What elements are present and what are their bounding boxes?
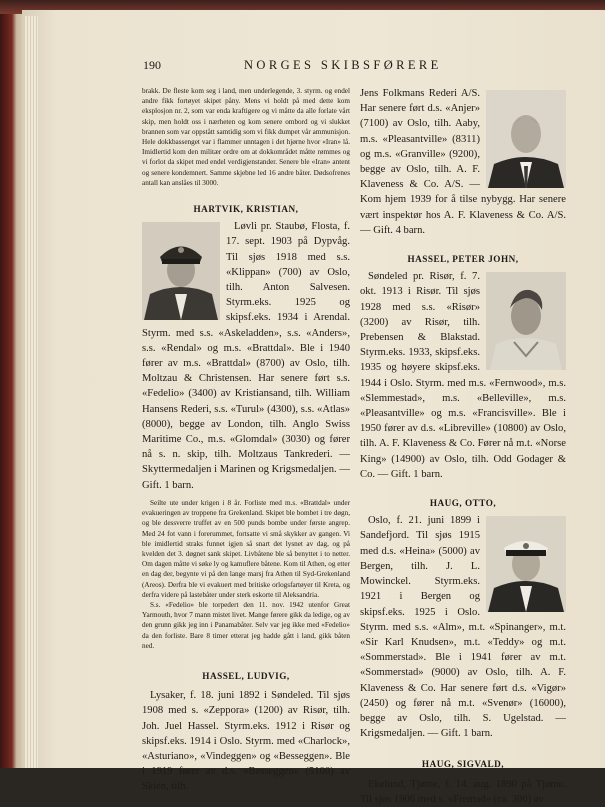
- portrait-haug-otto: [486, 516, 566, 612]
- entry-heading-haug-otto: HAUG, OTTO,: [429, 498, 497, 509]
- portrait-hassel-peter: [486, 272, 566, 370]
- left-column: [142, 86, 350, 795]
- running-head: NORGES SKIBSFØRERE: [244, 58, 442, 72]
- portrait-hassel-ludvig: [486, 90, 566, 188]
- entry-heading-haug-sigvald: HAUG, SIGVALD,: [421, 759, 505, 770]
- bio-haug-otto: Oslo, f. 21. juni 1899 i Sandefjord. Til sjøs 1915 med d.s. «Heina» (5000) av Bergen, tilh. J. L. Mowinckel. Styrm.eks. 1921 i Bergen og skipsf.eks. 1925 i Oslo. Styrm. med s.s. «Alm», m.t. «Spinanger», m.t. «Sir Karl Knudsen», m.t. «Teddy» og m.t. «Sommerstad». Ble i 1941 fører av m.t. «Sommerstad» (9000) av Oslo, tilh. A. F. Klaveness & Co. Har senere ført d.s. «Vigør» (2450) og fører nå m.t. «Svenør» (16000), begge av Oslo, tilh. S. Ugelstad. — Krigsmedaljen. — Gift. 1 barn.: [360, 515, 566, 740]
- war-story-hartvik-1: Seilte ute under krigen i 8 år. Forliste med m.s. «Brattdal» under evakueringen av troppene fra Grekenland. Skipet ble bombet i tre døgn, og ble dessverre truffet av en 500 punds bombe under første angrep. Med 24 fot vann i forerummet, fortsatte vi små skykker av gangen. Vi ble imidlertid straks funnet igjen så snart det lysnet av dag, og på kvelden det 3. døgnet sank skipet. Livbåtene ble så benyttet i to netter. Om dagen måtte vi søke ly og kamuflere båtene. Kom til Athen, og etter en dag der, begynte vi på den lange marsj fra Athen til Syd-Grekenland (Areos). Derfra ble vi evakuert med britiske orlogsfartøyer til Kreta, og derfra videre på lastebåter under sterk eskorte til Aleksandria.: [142, 498, 350, 599]
- bio-haug-sigvald: Ekelund, Tjøme, f. 14. aug. 1890 på Tjøme. Til sjøs 1906 med s. «Fremad» (ca. 300) av: [360, 778, 566, 805]
- entry-heading-hassel-ludvig: HASSEL, LUDVIG,: [202, 670, 290, 681]
- entry-heading-hassel-peter: HASSEL, PETER JOHN,: [407, 254, 519, 265]
- right-column: [360, 86, 566, 807]
- bio-hassel-ludvig-continued: Jens Folkmans Rederi A/S. Har senere ført d.s. «Anjer» (7100) av Oslo, tilh. Aaby, m.s. «Pleasantville» (8311) og m.s. «Granville» (9200), begge av Oslo, tilh. A. F. Klaveness & Co. A/S. — Kom hjem 1939 for å tilse nybygg. Har senere vært inspektør hos A. F. Klaveness & Co. A/S. — Gift. 4 barn.: [360, 88, 566, 236]
- bio-hartvik: Løvli pr. Staubø, Flosta, f. 17. sept. 1903 på Dypvåg. Til sjøs 1918 med s.s. «Klippan» (700) av Oslo, tilh. Anton Salvesen. Styrm.eks. 1925 og skipsf.eks. 1934 i Arendal. Styrm. med s.s. «Askeladden», s.s. «Anders», s.s. «Rendal» og m.s. «Brattdal». Ble i 1940 fører av m.s. «Brattdal» (8700) av Oslo, tilh. Moltzau & Christensen. Har senere ført s.s. «Fedelio» (3400) av Kristiansand, tilh. William Hansens Rederi, s.s. «Turul» (4300), s.s. «Atlas» (8000), begge av London, tilh. Anglo Swiss Maritime Co., m.s. «Glomdal» (3030) og fører nå s. n. skip, tilh. Moltzaus Tankrederi. — Skyttermedaljen i Marinen og Krigsmedaljen. — Gift. 1 barn.: [142, 221, 350, 491]
- bio-hassel-ludvig: Lysaker, f. 18. juni 1892 i Søndeled. Til sjøs 1908 med s. «Zeppora» (1200) av Risør, tilh. Joh. Juel Hassel. Styrm.eks. 1912 i Risør og skipsf.eks. 1914 i Oslo. Styrm. med «Charlock», «Asturiano», «Vindeggen» og «Besseggen». Ble i 1919 fører av d.s. «Besseggen» (5100) av Skien, tilh.: [142, 690, 350, 793]
- page-stack-edge: [24, 16, 38, 768]
- portrait-hartvik: [142, 222, 220, 320]
- page-number: 190: [143, 58, 161, 72]
- bio-hassel-peter: Søndeled pr. Risør, f. 7. okt. 1913 i Risør. Til sjøs 1928 med s.s. «Risør» (3200) av Risør, tilh. Prebensen & Blakstad. Styrm.eks. 1933, skipsf.eks. 1935 og høyere skipsf.eks. 1944 i Oslo. Styrm. med m.s. «Fernwood», m.s. «Slemmestad», m.s. «Belleville», m.s. «Pleasantville» og m.s. «Francisville». Ble i 1950 fører av d.s. «Libreville» (10800) av Oslo, tilh. A. F. Klaveness & Co. Fører nå m.t. «Norse King» (14900) av Oslo, tilh. Odd Godager & Co. — Gift. 1 barn.: [360, 271, 566, 480]
- entry-heading-hartvik: HARTVIK, KRISTIAN,: [193, 204, 299, 215]
- intro-text: brakk. De fleste kom seg i land, men underlegende, 3. styrm. og endel andre fikk fortøyet skipet påny. Mens vi holdt på med dette kom eksplosjon nr. 2, som var enda kraftigere og vi måtte da alle forlate vårt skip, men holdt oss i nærheten og kom senere ombord og vi slukket brannen som var oppstått samtidig som vi fikk dumpet vår ammunisjon. Hele dokkbassenget var i flammer unntagen i det hjørne hvor «Iran» lå. Imidlertid kom den militær ordre om at dokkområdet måtte rømmes og vi forlot da skipet med endel verdigjenstander. Senere ble «Iran» antent og senere kondemnert. Samme skjebne led 16 andre båter. Dødsofrenes antall kan anslåes til 3000.: [142, 87, 350, 187]
- war-story-hartvik-2: S.s. «Fedelio» ble torpedert den 11. nov. 1942 utenfor Great Yarmouth, hvor 7 mann mistet livet. Mange førere gikk da ledige, og av den grunn gikk jeg inn i Panamabåter. Selv var jeg ikke med «Fedelio» da den forliste. Bare 8 timer etterat jeg hadde gått i land, gikk båten ned.: [142, 600, 350, 650]
